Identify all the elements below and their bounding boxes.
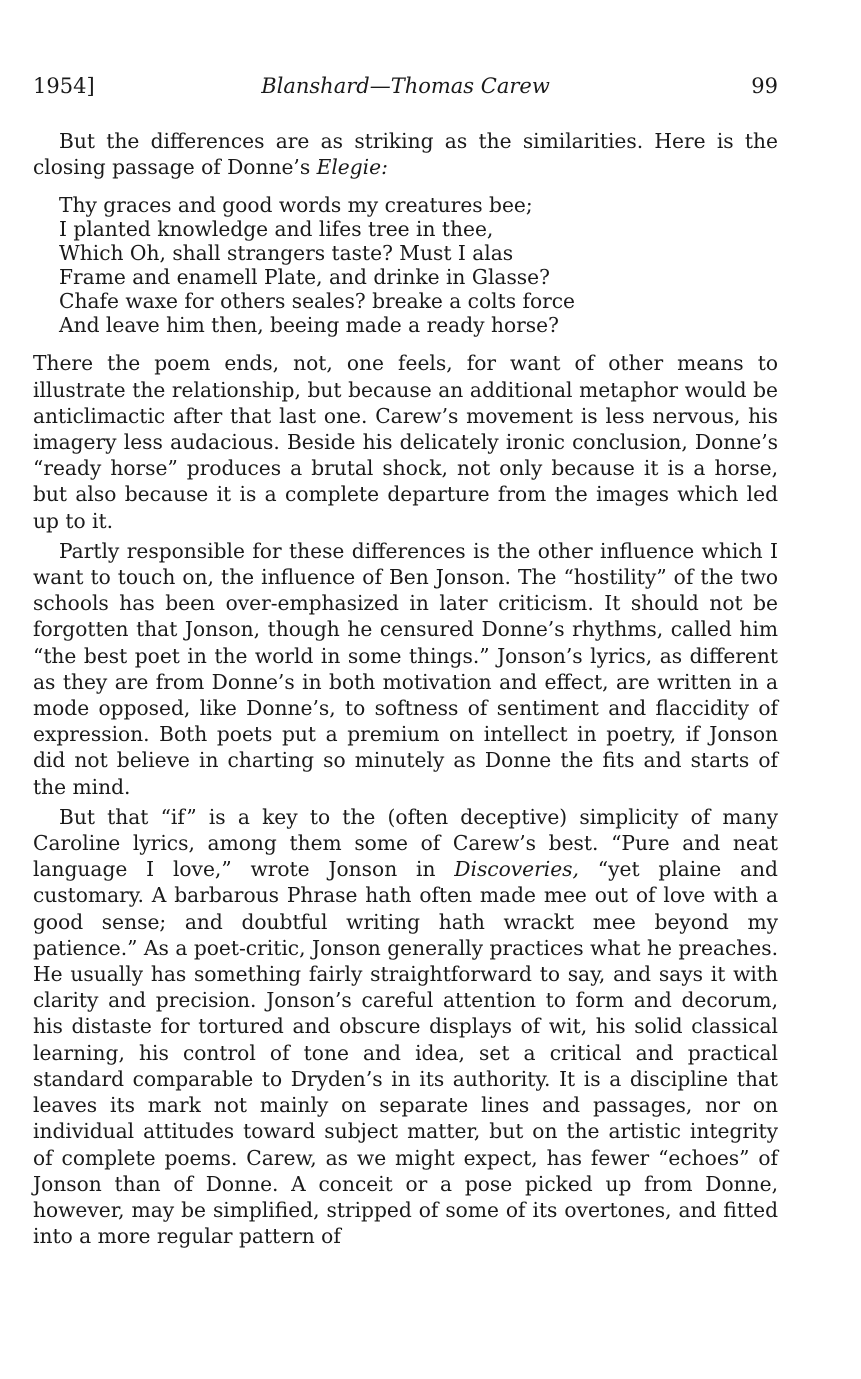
paragraph-if-text-end: “yet plaine and customary. A barbarous Phrase hath often made mee out of love with a good sense; and doubtful writing hath wrackt mee beyond my patience.” As a poet-critic, Jonson generally practices what he preaches. He usually has something fairly straightforward to say, and says it with clarity and precision. Jonson’s careful attention to form and decorum, his distaste for tortured and obscure displays of wit, his solid classical learning, his control of tone and idea, set a critical and practical standard comparable to Dryden’s in its authority. It is a discipline that leaves its mark not mainly on separate lines and passages, nor on individual attitudes toward subject matter, but on the artistic integrity of complete poems. Carew, as we might expect, has fewer “echoes” of Jonson than of Donne. A conceit or a pose picked up from Donne, however, may be simplified, stripped of some of its overtones, and fitted into a more regular pattern of [33, 857, 778, 1249]
paragraph-jonson-influence: Partly responsible for these differences is the other influence which I want to touch on, the influence of Ben Jonson. The “hostility” of the two schools has been over-emphasized in later criticism. It should not be forgotten that Jonson, though he censured Donne’s rhythms, called him “the best poet in the world in some things.” Jonson’s lyrics, as different as they are from Donne’s in both motivation and effect, are written in a mode opposed, like Donne’s, to softness of sentiment and flaccidity of expression. Both poets put a premium on intellect in poetry, if Jonson did not believe in charting so minutely as Donne the fits and starts of the mind. [33, 538, 778, 799]
verse-line: I planted knowledge and lifes tree in thee, [59, 217, 494, 242]
journal-page [33, 72, 778, 1249]
verse-line: Thy graces and good words my creatures bee; [59, 193, 533, 218]
verse-line: And leave him then, beeing made a ready horse? [59, 313, 559, 338]
page-number: 99 [751, 74, 778, 98]
header-running-title: Blanshard—Thomas Carew [261, 74, 550, 98]
discoveries-title: Discoveries, [454, 857, 579, 882]
verse-line: Which Oh, shall strangers taste? Must I alas [59, 241, 514, 266]
verse-line: Frame and enamell Plate, and drinke in Glasse? [59, 265, 550, 290]
paragraph-poem-ends: There the poem ends, not, one feels, for want of other means to illustrate the relationship, but because an additional metaphor would be anticlimactic after that last one. Carew’s movement is less nervous, his imagery less audacious. Beside his delicately ironic conclusion, Donne’s “ready horse” produces a brutal shock, not only because it is a horse, but also because it is a complete departure from the images which led up to it. [33, 351, 778, 533]
header-year: 1954] [33, 74, 95, 98]
paragraph-if-key [33, 804, 778, 1249]
running-header [33, 72, 778, 104]
intro-text: But the differences are as striking as the similarities. Here is the closing passage of Donne’s [33, 129, 778, 180]
verse-quotation [59, 193, 778, 337]
intro-paragraph [33, 128, 778, 180]
verse-line: Chafe waxe for others seales? breake a colts force [59, 289, 576, 314]
elegie-title: Elegie: [316, 155, 388, 180]
article-body [33, 128, 778, 1249]
paragraph-if-text-start: But that “if” is a key to the (often deceptive) simplicity of many Caroline lyrics, among them some of Carew’s best. “Pure and neat language I love,” wrote Jonson in [33, 804, 778, 882]
